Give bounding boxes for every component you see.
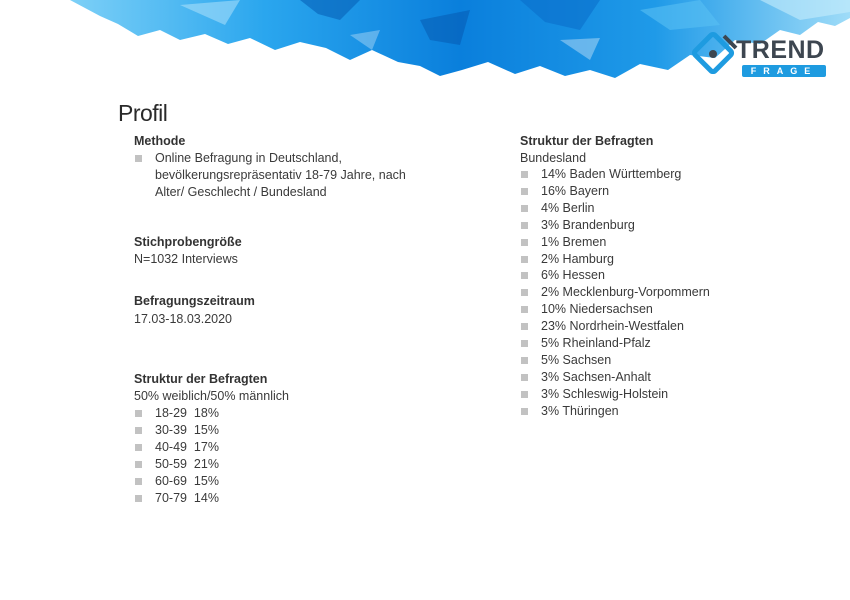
struktur-alter-heading: Struktur der Befragten bbox=[134, 372, 268, 386]
list-item: 50-59 21% bbox=[134, 456, 219, 473]
logo-mark-icon bbox=[690, 30, 742, 80]
list-item: 10% Niedersachsen bbox=[520, 301, 710, 318]
bullet-square-icon bbox=[135, 478, 142, 485]
logo-text-trend: TREND bbox=[736, 36, 825, 64]
list-item: 3% Brandenburg bbox=[520, 217, 710, 234]
bullet-square-icon bbox=[135, 155, 142, 162]
zeitraum-value: 17.03-18.03.2020 bbox=[134, 312, 233, 326]
stichprobe-value: N=1032 Interviews bbox=[134, 252, 238, 266]
list-item: 5% Sachsen bbox=[520, 352, 710, 369]
bullet-square-icon bbox=[521, 306, 528, 313]
bullet-square-icon bbox=[521, 171, 528, 178]
bullet-square-icon bbox=[521, 256, 528, 263]
list-item: 23% Nordrhein-Westfalen bbox=[520, 318, 710, 335]
bullet-square-icon bbox=[521, 357, 528, 364]
bullet-square-icon bbox=[521, 205, 528, 212]
list-item: 2% Mecklenburg-Vorpommern bbox=[520, 284, 710, 301]
list-item: 3% Schleswig-Holstein bbox=[520, 386, 710, 403]
bullet-square-icon bbox=[521, 323, 528, 330]
bullet-square-icon bbox=[521, 340, 528, 347]
list-item: 3% Sachsen-Anhalt bbox=[520, 369, 710, 386]
bullet-square-icon bbox=[521, 239, 528, 246]
bundesland-list bbox=[520, 166, 710, 420]
list-item: 14% Baden Württemberg bbox=[520, 166, 710, 183]
stichprobe-heading: Stichprobengröße bbox=[134, 235, 242, 249]
struktur-bundesland-heading: Struktur der Befragten bbox=[520, 134, 654, 148]
list-item: 18-29 18% bbox=[134, 405, 219, 422]
struktur-bundesland-subtitle: Bundesland bbox=[520, 151, 587, 165]
trendfrage-logo bbox=[690, 30, 830, 80]
bullet-square-icon bbox=[521, 272, 528, 279]
list-item: 5% Rheinland-Pfalz bbox=[520, 335, 710, 352]
bullet-square-icon bbox=[135, 427, 142, 434]
bullet-square-icon bbox=[135, 461, 142, 468]
bullet-square-icon bbox=[135, 410, 142, 417]
zeitraum-heading: Befragungszeitraum bbox=[134, 294, 255, 308]
bullet-square-icon bbox=[521, 408, 528, 415]
methode-list bbox=[134, 150, 425, 201]
bullet-square-icon bbox=[135, 444, 142, 451]
list-item: 6% Hessen bbox=[520, 267, 710, 284]
bullet-square-icon bbox=[521, 391, 528, 398]
list-item: Online Befragung in Deutschland, bevölkerungsrepräsentativ 18-79 Jahre, nach Alter/ Geschlecht / Bundesland bbox=[134, 150, 425, 201]
bullet-square-icon bbox=[521, 374, 528, 381]
bullet-square-icon bbox=[135, 495, 142, 502]
list-item: 30-39 15% bbox=[134, 422, 219, 439]
list-item: 1% Bremen bbox=[520, 234, 710, 251]
page-title: Profil bbox=[118, 100, 168, 126]
list-item: 16% Bayern bbox=[520, 183, 710, 200]
logo-text-frage: FRAGE bbox=[742, 65, 826, 77]
list-item: 60-69 15% bbox=[134, 473, 219, 490]
list-item: 2% Hamburg bbox=[520, 251, 710, 268]
bullet-square-icon bbox=[521, 222, 528, 229]
list-item: 70-79 14% bbox=[134, 490, 219, 507]
list-item: 40-49 17% bbox=[134, 439, 219, 456]
bullet-square-icon bbox=[521, 289, 528, 296]
list-item: 3% Thüringen bbox=[520, 403, 710, 420]
age-group-list bbox=[134, 405, 219, 506]
struktur-alter-subtitle: 50% weiblich/50% männlich bbox=[134, 389, 289, 403]
bullet-square-icon bbox=[521, 188, 528, 195]
list-item: 4% Berlin bbox=[520, 200, 710, 217]
methode-heading: Methode bbox=[134, 134, 186, 148]
